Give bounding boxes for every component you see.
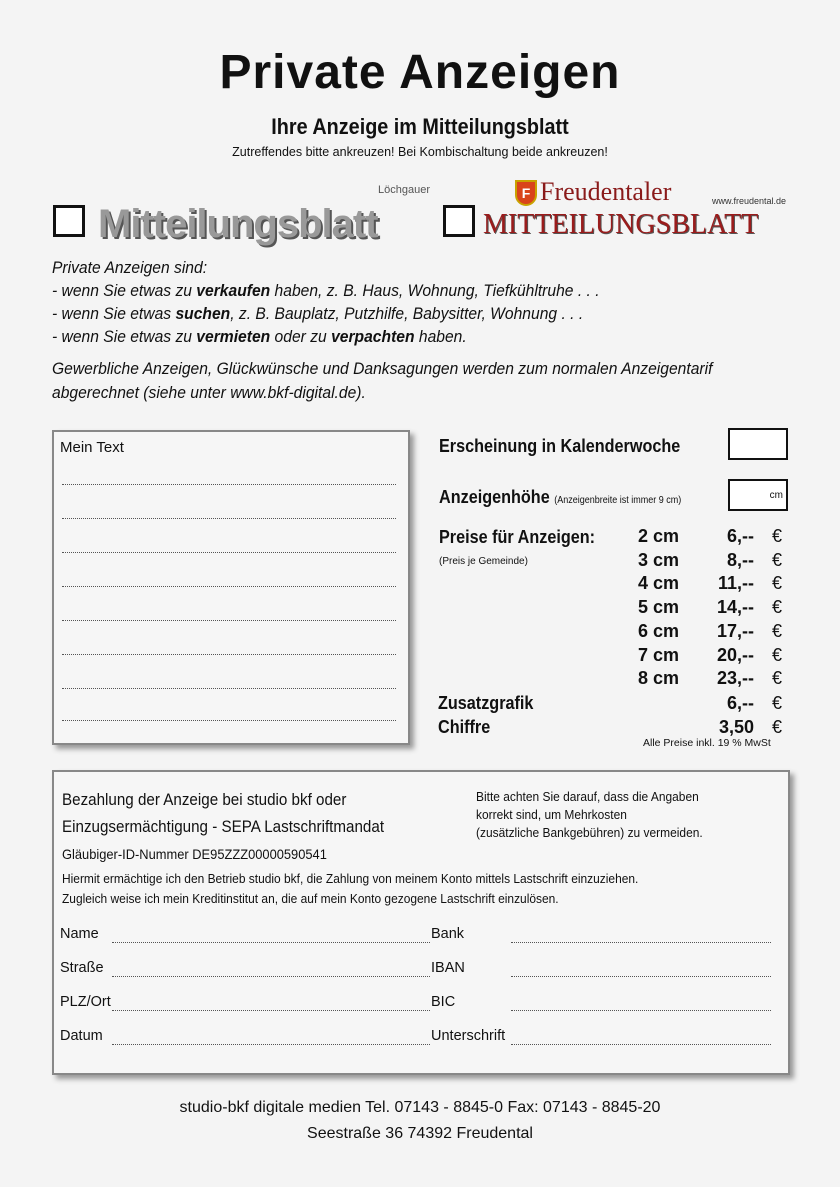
creditor-id: Gläubiger-ID-Nummer DE95ZZZ00000590541	[62, 846, 327, 862]
ad-text-box[interactable]	[52, 430, 410, 745]
euro-symbol: €	[771, 549, 782, 570]
footer-address: Seestraße 36 74392 Freudental	[307, 1125, 533, 1142]
price-amount: 14,--	[716, 597, 754, 618]
price-row	[438, 572, 784, 594]
euro-symbol: €	[771, 526, 782, 546]
payment-note: Bitte achten Sie darauf, dass die Angaben korrekt sind, um Mehrkosten (zusätzliche Bankgebühren) zu vermeiden.	[476, 789, 703, 840]
week-input[interactable]	[728, 428, 788, 460]
authorization-text: Hiermit ermächtige ich den Betrieb studio bkf, die Zahlung von meinem Konto mittels Lastschrift einzuziehen. Zugleich weise ich mein Kreditinstitut an, die auf mein Konto gezogene Lastschrift einzulösen.	[62, 871, 639, 906]
subtitle: Ihre Anzeige im Mitteilungsblatt	[271, 114, 569, 139]
footer-contact: studio-bkf digitale medien Tel. 07143 - 8845-0 Fax: 07143 - 8845-20	[179, 1099, 661, 1116]
logo-url: www.freudental.de	[712, 196, 787, 206]
logo-freudentaler: Freudentaler	[540, 177, 672, 206]
payment-heading-2: Einzugsermächtigung - SEPA Lastschriftmandat	[62, 818, 385, 836]
extra-price-row	[438, 692, 784, 714]
extra-name: Chiffre	[438, 717, 491, 737]
vat-note: Alle Preise inkl. 19 % MwSt	[643, 737, 771, 749]
euro-symbol: €	[771, 597, 782, 618]
prices-note: (Preis je Gemeinde)	[439, 556, 528, 567]
price-size: 3 cm	[638, 549, 680, 570]
field-strae[interactable]	[60, 959, 430, 979]
field-bic[interactable]	[431, 993, 771, 1013]
euro-symbol: €	[771, 668, 782, 689]
price-size: 4 cm	[638, 573, 680, 594]
price-row	[438, 596, 784, 618]
field-label: Unterschrift	[431, 1028, 506, 1044]
field-label: Datum	[60, 1028, 103, 1044]
field-label: PLZ/Ort	[60, 994, 111, 1010]
price-size: 6 cm	[638, 620, 680, 641]
field-datum[interactable]	[60, 1027, 430, 1047]
prices-label: Preise für Anzeigen:	[439, 527, 596, 547]
page-title: Private Anzeigen	[219, 46, 621, 99]
price-amount: 8,--	[727, 549, 754, 570]
checkbox-freudental[interactable]	[443, 205, 475, 237]
price-amount: 20,--	[716, 644, 754, 665]
price-row	[438, 644, 784, 666]
extra-price-row	[438, 716, 784, 738]
commercial-note: Gewerbliche Anzeigen, Glückwünsche und Danksagungen werden zum normalen Anzeigentarif abgerechnet (siehe unter www.bkf-digital.de).	[52, 359, 713, 402]
field-label: Straße	[60, 960, 104, 976]
payment-box	[52, 770, 790, 1075]
euro-symbol: €	[771, 620, 782, 641]
field-unterschrift[interactable]	[431, 1027, 771, 1047]
euro-symbol: €	[771, 717, 782, 737]
checkbox-loechgau[interactable]	[53, 205, 85, 237]
price-row	[438, 667, 784, 689]
logo-mitteilungsblatt-loechgau: Mitteilungsblatt	[98, 202, 378, 246]
field-plzort[interactable]	[60, 993, 430, 1013]
price-row	[438, 620, 784, 642]
intro-text: Private Anzeigen sind: - wenn Sie etwas zu verkaufen haben, z. B. Haus, Wohnung, Tiefkühltruhe . . . - wenn Sie etwas suchen, z. B. Bauplatz, Putzhilfe, Babysitter, Wohnung . . . - wenn Sie etwas zu vermieten oder zu verpachten haben.	[52, 258, 600, 346]
ad-text-label: Mein Text	[60, 439, 124, 456]
field-label: Name	[60, 926, 99, 942]
field-bank[interactable]	[431, 925, 771, 945]
price-amount: 6,--	[727, 693, 754, 713]
logo-mitteilungsblatt-freudental: MITTEILUNGSBLATT	[483, 209, 759, 240]
price-amount: 6,--	[727, 526, 754, 546]
price-amount: 11,--	[717, 573, 754, 594]
price-row	[438, 525, 784, 547]
euro-symbol: €	[771, 644, 782, 665]
field-name[interactable]	[60, 925, 430, 945]
euro-symbol: €	[771, 573, 782, 594]
price-size: 2 cm	[638, 526, 680, 546]
payment-heading-1: Bezahlung der Anzeige bei studio bkf oder	[62, 791, 347, 809]
logo-place: Löchgauer	[378, 184, 430, 196]
price-amount: 23,--	[716, 668, 754, 689]
hint-text: Zutreffendes bitte ankreuzen! Bei Kombischaltung beide ankreuzen!	[232, 145, 608, 159]
height-input[interactable]: cm	[728, 479, 788, 511]
week-label: Erscheinung in Kalenderwoche	[439, 436, 681, 456]
field-iban[interactable]	[431, 959, 771, 979]
price-size: 5 cm	[638, 597, 680, 618]
price-size: 7 cm	[638, 644, 680, 665]
field-label: BIC	[431, 994, 456, 1010]
price-row	[438, 549, 784, 571]
field-label: IBAN	[431, 960, 465, 976]
price-amount: 3,50	[718, 717, 754, 737]
field-label: Bank	[431, 926, 465, 942]
extra-name: Zusatzgrafik	[438, 693, 534, 713]
euro-symbol: €	[771, 693, 782, 713]
freudental-shield-icon: F	[515, 180, 537, 206]
height-label: Anzeigenhöhe (Anzeigenbreite ist immer 9 cm)	[439, 487, 682, 507]
price-amount: 17,--	[716, 620, 754, 641]
price-size: 8 cm	[638, 668, 680, 689]
